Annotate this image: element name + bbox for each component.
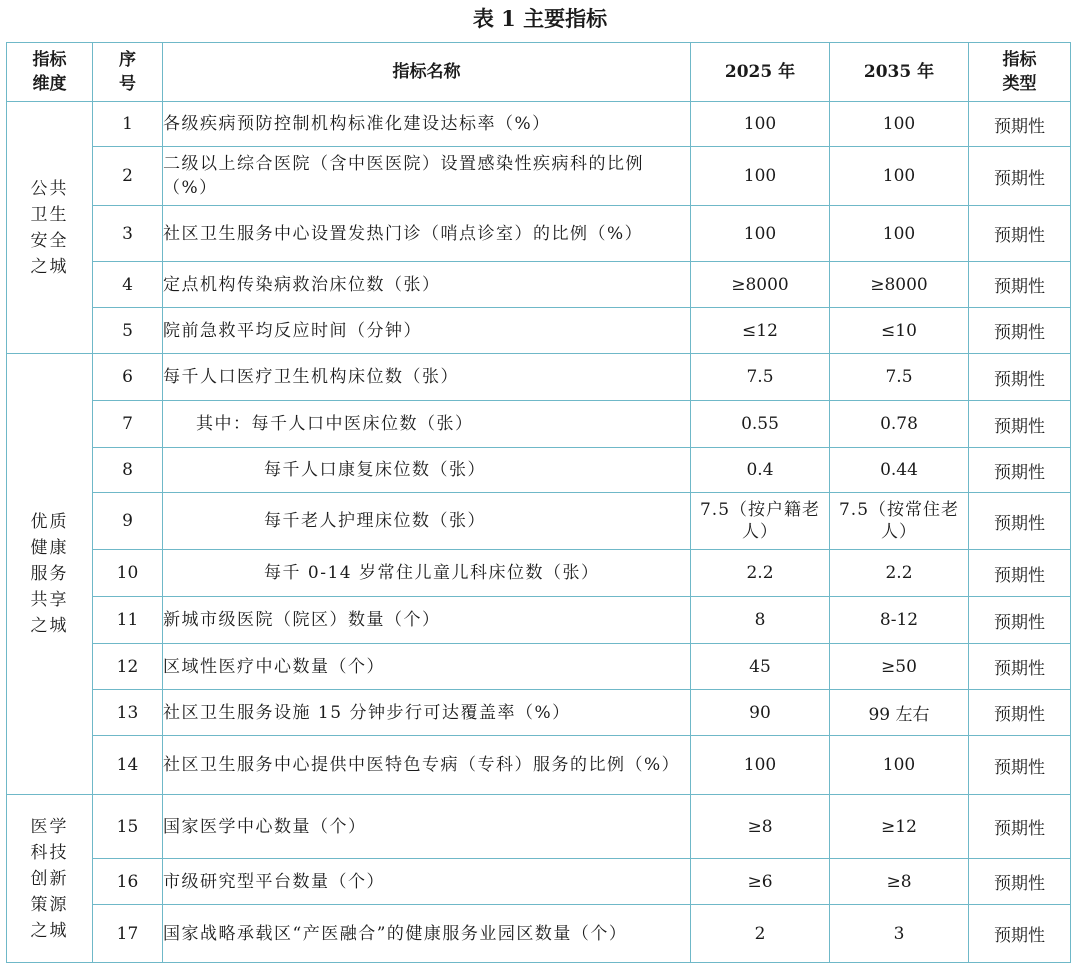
- indicator-type: 预期性: [969, 597, 1071, 644]
- value-2025: 100: [691, 102, 830, 147]
- table-title: 表 1 主要指标: [472, 6, 608, 31]
- value-2035: ≥12: [830, 795, 969, 859]
- seq-cell: 15: [93, 795, 163, 859]
- table-row: [7, 448, 1071, 493]
- value-2035: 7.5: [830, 354, 969, 401]
- indicator-type: 预期性: [969, 690, 1071, 736]
- value-2035: 100: [830, 736, 969, 795]
- table-row: [7, 493, 1071, 550]
- value-2025: 45: [691, 644, 830, 690]
- value-2025: 100: [691, 147, 830, 206]
- value-2025: 8: [691, 597, 830, 644]
- header-2025: 2025 年: [691, 43, 830, 102]
- value-2025: 2: [691, 905, 830, 963]
- indicator-name: 每千 0-14 岁常住儿童儿科床位数（张）: [163, 550, 691, 597]
- value-2035: 2.2: [830, 550, 969, 597]
- indicator-name: 新城市级医院（院区）数量（个）: [163, 597, 691, 644]
- header-dimension: 指标 维度: [7, 43, 93, 102]
- indicator-type: 预期性: [969, 550, 1071, 597]
- indicator-name: 各级疾病预防控制机构标准化建设达标率（%）: [163, 102, 691, 147]
- value-2025: ≤12: [691, 308, 830, 354]
- indicator-name: 二级以上综合医院（含中医医院）设置感染性疾病科的比例（%）: [163, 147, 691, 206]
- value-2035: 99 左右: [830, 690, 969, 736]
- table-row: [7, 905, 1071, 963]
- dimension-health-services: 优质 健康 服务 共享 之城: [7, 354, 93, 795]
- value-2025: 0.4: [691, 448, 830, 493]
- indicator-type: 预期性: [969, 147, 1071, 206]
- indicator-name: 国家医学中心数量（个）: [163, 795, 691, 859]
- seq-cell: 8: [93, 448, 163, 493]
- value-2025: 7.5（按户籍老人）: [691, 493, 830, 550]
- indicator-name: 国家战略承载区“产医融合”的健康服务业园区数量（个）: [163, 905, 691, 963]
- value-2025: 100: [691, 206, 830, 262]
- indicator-type: 预期性: [969, 736, 1071, 795]
- seq-cell: 7: [93, 401, 163, 448]
- table-row: [7, 736, 1071, 795]
- seq-cell: 11: [93, 597, 163, 644]
- indicator-name: 其中：每千人口中医床位数（张）: [163, 401, 691, 448]
- header-type: 指标 类型: [969, 43, 1071, 102]
- seq-cell: 3: [93, 206, 163, 262]
- value-2035: ≥8000: [830, 262, 969, 308]
- value-2035: 100: [830, 147, 969, 206]
- seq-cell: 10: [93, 550, 163, 597]
- seq-cell: 9: [93, 493, 163, 550]
- table-row: [7, 262, 1071, 308]
- indicator-type: 预期性: [969, 493, 1071, 550]
- value-2035: 0.78: [830, 401, 969, 448]
- table-row: [7, 102, 1071, 147]
- header-2035: 2035 年: [830, 43, 969, 102]
- indicator-name: 区域性医疗中心数量（个）: [163, 644, 691, 690]
- indicator-type: 预期性: [969, 905, 1071, 963]
- indicator-type: 预期性: [969, 448, 1071, 493]
- seq-cell: 2: [93, 147, 163, 206]
- value-2025: 7.5: [691, 354, 830, 401]
- table-row: [7, 147, 1071, 206]
- indicator-type: 预期性: [969, 102, 1071, 147]
- seq-cell: 13: [93, 690, 163, 736]
- value-2025: ≥8000: [691, 262, 830, 308]
- dimension-public-health: 公共 卫生 安全 之城: [7, 102, 93, 354]
- indicator-type: 预期性: [969, 308, 1071, 354]
- table-row: [7, 597, 1071, 644]
- value-2035: ≥8: [830, 859, 969, 905]
- seq-cell: 6: [93, 354, 163, 401]
- header-seq: 序 号: [93, 43, 163, 102]
- indicator-name: 市级研究型平台数量（个）: [163, 859, 691, 905]
- value-2025: 0.55: [691, 401, 830, 448]
- value-2025: ≥8: [691, 795, 830, 859]
- indicator-type: 预期性: [969, 795, 1071, 859]
- value-2035: 7.5（按常住老人）: [830, 493, 969, 550]
- seq-cell: 16: [93, 859, 163, 905]
- value-2035: ≥50: [830, 644, 969, 690]
- table-row: [7, 859, 1071, 905]
- value-2025: ≥6: [691, 859, 830, 905]
- seq-cell: 1: [93, 102, 163, 147]
- table-row: [7, 354, 1071, 401]
- table-row: [7, 644, 1071, 690]
- value-2025: 90: [691, 690, 830, 736]
- seq-cell: 12: [93, 644, 163, 690]
- indicator-type: 预期性: [969, 859, 1071, 905]
- table-row: [7, 308, 1071, 354]
- header-name: 指标名称: [163, 43, 691, 102]
- indicator-name: 社区卫生服务中心提供中医特色专病（专科）服务的比例（%）: [163, 736, 691, 795]
- seq-cell: 4: [93, 262, 163, 308]
- value-2035: 0.44: [830, 448, 969, 493]
- indicator-type: 预期性: [969, 354, 1071, 401]
- table-row: [7, 401, 1071, 448]
- value-2035: ≤10: [830, 308, 969, 354]
- indicator-name: 每千人口康复床位数（张）: [163, 448, 691, 493]
- indicator-name: 定点机构传染病救治床位数（张）: [163, 262, 691, 308]
- table-row: [7, 550, 1071, 597]
- table-row: [7, 206, 1071, 262]
- indicator-name: 每千人口医疗卫生机构床位数（张）: [163, 354, 691, 401]
- indicator-name: 院前急救平均反应时间（分钟）: [163, 308, 691, 354]
- table-row: [7, 795, 1071, 859]
- header-row: [7, 43, 1071, 102]
- value-2035: 100: [830, 102, 969, 147]
- indicator-type: 预期性: [969, 262, 1071, 308]
- indicator-table: [6, 42, 1071, 963]
- seq-cell: 5: [93, 308, 163, 354]
- indicator-name: 社区卫生服务设施 15 分钟步行可达覆盖率（%）: [163, 690, 691, 736]
- indicator-type: 预期性: [969, 644, 1071, 690]
- seq-cell: 17: [93, 905, 163, 963]
- value-2035: 8-12: [830, 597, 969, 644]
- value-2025: 100: [691, 736, 830, 795]
- table-row: [7, 690, 1071, 736]
- value-2035: 3: [830, 905, 969, 963]
- dimension-medical-innovation: 医学 科技 创新 策源 之城: [7, 795, 93, 963]
- value-2035: 100: [830, 206, 969, 262]
- indicator-name: 社区卫生服务中心设置发热门诊（哨点诊室）的比例（%）: [163, 206, 691, 262]
- seq-cell: 14: [93, 736, 163, 795]
- indicator-type: 预期性: [969, 206, 1071, 262]
- indicator-type: 预期性: [969, 401, 1071, 448]
- indicator-name: 每千老人护理床位数（张）: [163, 493, 691, 550]
- value-2025: 2.2: [691, 550, 830, 597]
